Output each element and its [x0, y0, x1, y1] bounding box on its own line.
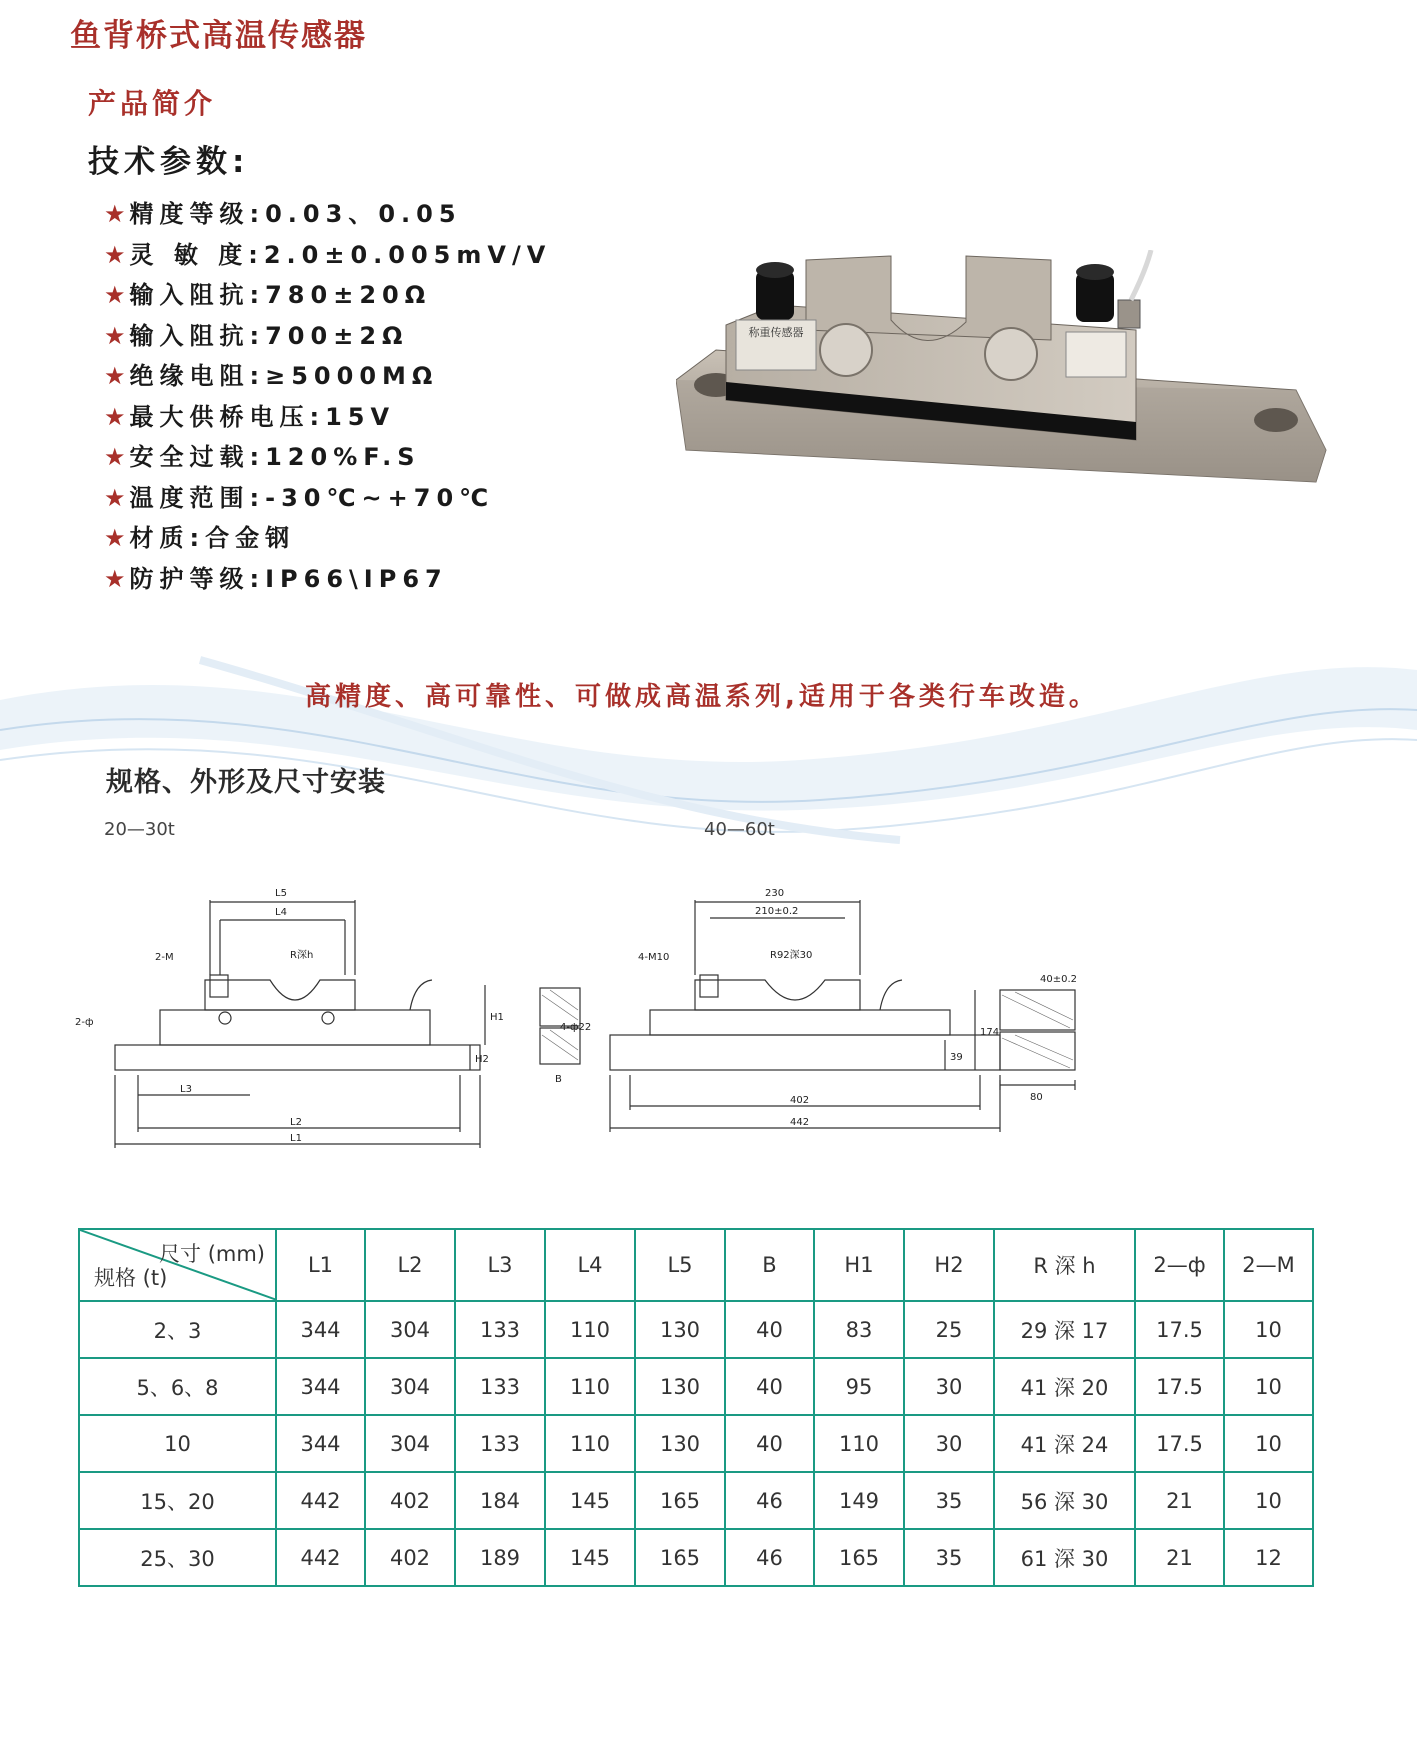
spec-text: 灵 敏 度:2.0±0.005mV/V [129, 241, 552, 269]
table-cell: 30 [904, 1358, 994, 1415]
column-header: B [725, 1229, 814, 1301]
dim-label: L4 [275, 907, 287, 918]
table-cell: 133 [455, 1415, 545, 1472]
table-cell: 110 [545, 1301, 635, 1358]
dim-label: 40±0.2 [1040, 974, 1078, 985]
spec-item [104, 235, 551, 270]
table-cell: 189 [455, 1529, 545, 1586]
table-cell: 130 [635, 1358, 725, 1415]
table-cell: 30 [904, 1415, 994, 1472]
table-row [79, 1472, 1313, 1529]
star-icon: ★ [104, 403, 126, 431]
table-cell: 184 [455, 1472, 545, 1529]
table-cell: 402 [365, 1529, 455, 1586]
table-cell: 130 [635, 1301, 725, 1358]
table-row [79, 1301, 1313, 1358]
table-cell: 304 [365, 1358, 455, 1415]
dim-label: 4-ф22 [560, 1022, 592, 1033]
table-cell: 56 深 30 [994, 1472, 1135, 1529]
dim-label: 230 [765, 888, 785, 899]
column-header: H2 [904, 1229, 994, 1301]
spec-text: 精度等级:0.03、0.05 [129, 200, 462, 228]
dim-label: R92深30 [770, 950, 813, 961]
table-cell: 344 [276, 1415, 365, 1472]
dim-label: L3 [180, 1084, 192, 1095]
star-icon: ★ [104, 281, 126, 309]
corner-bottom-label: 规格 (t) [94, 1266, 168, 1290]
table-cell: 133 [455, 1358, 545, 1415]
star-icon: ★ [104, 443, 126, 471]
spec-item [104, 275, 431, 310]
column-header: L5 [635, 1229, 725, 1301]
table-cell: 17.5 [1135, 1301, 1224, 1358]
column-header: L4 [545, 1229, 635, 1301]
table-cell: 29 深 17 [994, 1301, 1135, 1358]
star-icon: ★ [104, 322, 126, 350]
table-cell: 344 [276, 1301, 365, 1358]
spec-item [104, 356, 438, 391]
technical-drawings [70, 870, 1220, 1160]
table-cell: 61 深 30 [994, 1529, 1135, 1586]
star-icon: ★ [104, 484, 126, 512]
star-icon: ★ [104, 200, 126, 228]
spec-item [104, 194, 462, 229]
dim-label: H2 [475, 1054, 489, 1065]
spec-item [104, 518, 295, 553]
dim-label: R深h [290, 950, 314, 961]
star-icon: ★ [104, 241, 126, 269]
spec-text: 输入阻抗:700±2Ω [129, 322, 409, 350]
spec-item [104, 437, 421, 472]
table-cell: 95 [814, 1358, 904, 1415]
spec-text: 绝缘电阻:≥5000MΩ [129, 362, 439, 390]
star-icon: ★ [104, 565, 126, 593]
table-cell: 21 [1135, 1529, 1224, 1586]
table-cell: 10 [1224, 1301, 1313, 1358]
spec-item [104, 559, 448, 594]
table-cell: 40 [725, 1301, 814, 1358]
dimension-heading: 规格、外形及尺寸安装 [106, 767, 386, 798]
dim-label: 39 [950, 1052, 963, 1063]
table-cell: 12 [1224, 1529, 1313, 1586]
table-cell: 46 [725, 1529, 814, 1586]
table-cell: 442 [276, 1472, 365, 1529]
dim-label: L1 [290, 1133, 302, 1144]
table-cell: 41 深 20 [994, 1358, 1135, 1415]
table-cell: 25 [904, 1301, 994, 1358]
photo-label: 称重传感器 [748, 326, 804, 339]
large-range-label: 40—60t [704, 819, 775, 840]
small-range-label: 20—30t [104, 819, 175, 840]
table-row [79, 1529, 1313, 1586]
dim-label: H1 [490, 1012, 504, 1023]
table-cell: 2、3 [79, 1301, 276, 1358]
table-cell: 83 [814, 1301, 904, 1358]
table-cell: 35 [904, 1529, 994, 1586]
table-cell: 10 [1224, 1472, 1313, 1529]
table-row [79, 1358, 1313, 1415]
table-cell: 10 [79, 1415, 276, 1472]
table-cell: 344 [276, 1358, 365, 1415]
dim-label: 174 [980, 1027, 1000, 1038]
column-header: R 深 h [994, 1229, 1135, 1301]
spec-item [104, 478, 494, 513]
column-header: L2 [365, 1229, 455, 1301]
column-header: 2—ф [1135, 1229, 1224, 1301]
column-header: H1 [814, 1229, 904, 1301]
table-row [79, 1415, 1313, 1472]
table-cell: 110 [545, 1415, 635, 1472]
table-cell: 17.5 [1135, 1358, 1224, 1415]
table-cell: 402 [365, 1472, 455, 1529]
table-cell: 15、20 [79, 1472, 276, 1529]
table-cell: 40 [725, 1358, 814, 1415]
dim-label: 80 [1030, 1092, 1043, 1103]
spec-item [104, 397, 395, 432]
star-icon: ★ [104, 524, 126, 552]
table-cell: 165 [635, 1529, 725, 1586]
intro-heading: 产品简介 [88, 87, 217, 120]
page-title: 鱼背桥式高温传感器 [70, 18, 367, 54]
spec-text: 材质:合金钢 [129, 524, 296, 552]
table-cell: 46 [725, 1472, 814, 1529]
dim-label: L2 [290, 1117, 302, 1128]
table-cell: 133 [455, 1301, 545, 1358]
table-cell: 165 [635, 1472, 725, 1529]
table-cell: 145 [545, 1529, 635, 1586]
dim-label: 2-M [155, 952, 174, 963]
table-header-row [79, 1229, 1313, 1301]
dim-label: 210±0.2 [755, 906, 799, 917]
star-icon: ★ [104, 362, 126, 390]
spec-text: 最大供桥电压:15V [129, 403, 396, 431]
table-cell: 442 [276, 1529, 365, 1586]
table-cell: 145 [545, 1472, 635, 1529]
dim-label: 442 [790, 1117, 810, 1128]
dimension-table [78, 1228, 1314, 1587]
column-header: L1 [276, 1229, 365, 1301]
spec-text: 输入阻抗:780±20Ω [129, 281, 432, 309]
spec-text: 防护等级:IP66\IP67 [129, 565, 448, 593]
table-cell: 149 [814, 1472, 904, 1529]
table-cell: 110 [814, 1415, 904, 1472]
table-cell: 304 [365, 1301, 455, 1358]
table-cell: 41 深 24 [994, 1415, 1135, 1472]
table-cell: 35 [904, 1472, 994, 1529]
slogan: 高精度、高可靠性、可做成高温系列,适用于各类行车改造。 [305, 682, 1099, 712]
dim-label: B [555, 1074, 562, 1085]
table-cell: 25、30 [79, 1529, 276, 1586]
spec-text: 温度范围:-30℃~+70℃ [129, 484, 495, 512]
dim-label: 2-ф [75, 1017, 94, 1028]
table-cell: 110 [545, 1358, 635, 1415]
dim-label: L5 [275, 888, 287, 899]
spec-item [104, 316, 408, 351]
table-cell: 17.5 [1135, 1415, 1224, 1472]
dim-label: 402 [790, 1095, 810, 1106]
table-cell: 165 [814, 1529, 904, 1586]
table-cell: 304 [365, 1415, 455, 1472]
column-header: L3 [455, 1229, 545, 1301]
tech-heading: 技术参数: [88, 144, 250, 180]
dim-label: 4-M10 [638, 952, 670, 963]
table-cell: 130 [635, 1415, 725, 1472]
table-cell: 10 [1224, 1358, 1313, 1415]
column-header: 2—M [1224, 1229, 1313, 1301]
table-cell: 40 [725, 1415, 814, 1472]
table-cell: 21 [1135, 1472, 1224, 1529]
product-photo [676, 250, 1331, 490]
spec-text: 安全过载:120%F.S [129, 443, 421, 471]
table-cell: 5、6、8 [79, 1358, 276, 1415]
corner-header-cell [79, 1229, 276, 1301]
table-cell: 10 [1224, 1415, 1313, 1472]
corner-top-label: 尺寸 (mm) [159, 1242, 265, 1266]
